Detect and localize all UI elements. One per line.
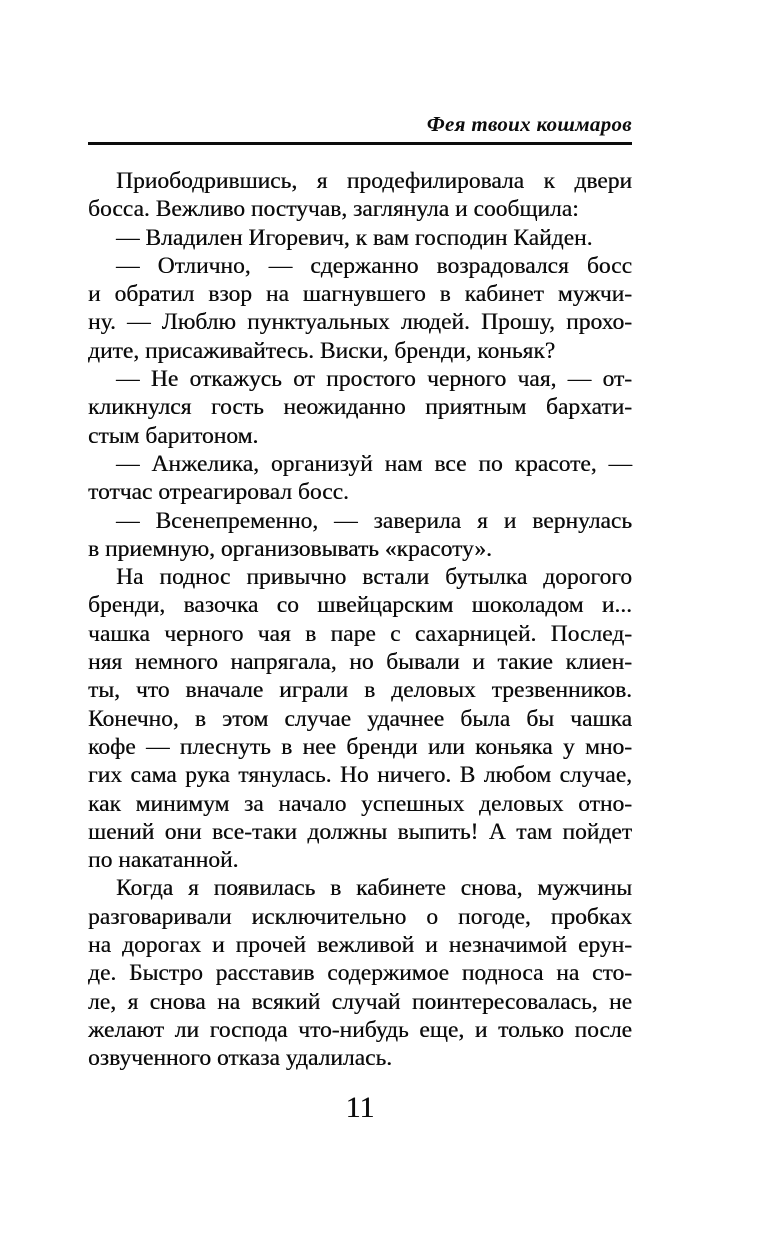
paragraph (88, 252, 632, 365)
text-line: шений они все-таки должны выпить! А там пойдет (88, 818, 632, 845)
text-line: желают ли господа что-нибудь еще, и только после (88, 1016, 632, 1043)
text-line: — Всенепременно, — заверила я и вернулась (116, 507, 632, 534)
text-line: гих сама рука тянулась. Но ничего. В любом случае, (88, 762, 632, 789)
text-line: разговаривали исключительно о погоде, пробках (88, 903, 632, 930)
text-line: по накатанной. (88, 847, 239, 874)
text-line: тотчас отреагировал босс. (88, 479, 349, 506)
paragraph (88, 224, 632, 252)
text-line: — Анжелика, организуй нам все по красоте, — (116, 450, 632, 477)
text-line: — Владилен Игоревич, к вам господин Кайден. (116, 224, 593, 251)
text-line: кликнулся гость неожиданно приятным бархати- (88, 394, 632, 421)
body-text (88, 167, 632, 1073)
header-rule (88, 142, 632, 145)
text-line: кофе — плеснуть в нее бренди или коньяка у мно- (88, 733, 632, 760)
page-number: 11 (345, 1090, 375, 1124)
text-line: де. Быстро расставив содержимое подноса на сто- (88, 960, 632, 987)
text-column (88, 0, 632, 1125)
text-line: Приободрившись, я продефилировала к двери (116, 168, 632, 194)
text-line: Конечно, в этом случае удачнее была бы чашка (88, 705, 632, 732)
text-line: На поднос привычно встали бутылка дорогого (116, 564, 632, 591)
text-line: ле, я снова на всякий случай поинтересовалась, не (88, 988, 632, 1015)
running-head: Фея твоих кошмаров (426, 112, 632, 136)
text-line: на дорогах и прочей вежливой и незначимой ерун- (88, 932, 632, 959)
text-line: озвученного отказа удалилась. (88, 1045, 393, 1072)
text-line: и обратил взор на шагнувшего в кабинет мужчи- (88, 281, 632, 308)
text-line: как минимум за начало успешных деловых отно- (88, 790, 632, 817)
text-line: чашка черного чая в паре с сахарницей. Послед- (88, 620, 632, 647)
text-line: босса. Вежливо постучав, заглянула и сообщила: (88, 196, 579, 223)
paragraph (88, 563, 632, 874)
paragraph (88, 167, 632, 224)
text-line: в приемную, организовывать «красоту». (88, 535, 492, 562)
text-line: бренди, вазочка со швейцарским шоколадом и... (88, 592, 632, 619)
text-line: няя немного напрягала, но бывали и такие клиен- (88, 649, 632, 676)
text-line: ты, что вначале играли в деловых трезвенников. (88, 677, 632, 704)
text-line: — Отлично, — сдержанно возрадовался босс (116, 252, 632, 279)
paragraph (88, 450, 632, 507)
text-line: Когда я появилась в кабинете снова, мужчины (116, 875, 632, 902)
paragraph (88, 365, 632, 450)
text-line: — Не откажусь от простого черного чая, — от- (116, 366, 632, 393)
paragraph (88, 507, 632, 564)
paragraph (88, 874, 632, 1072)
text-line: дите, присаживайтесь. Виски, бренди, коньяк? (88, 337, 556, 364)
text-line: стым баритоном. (88, 422, 259, 449)
text-line: ну. — Люблю пунктуальных людей. Прошу, прохо- (88, 309, 632, 336)
